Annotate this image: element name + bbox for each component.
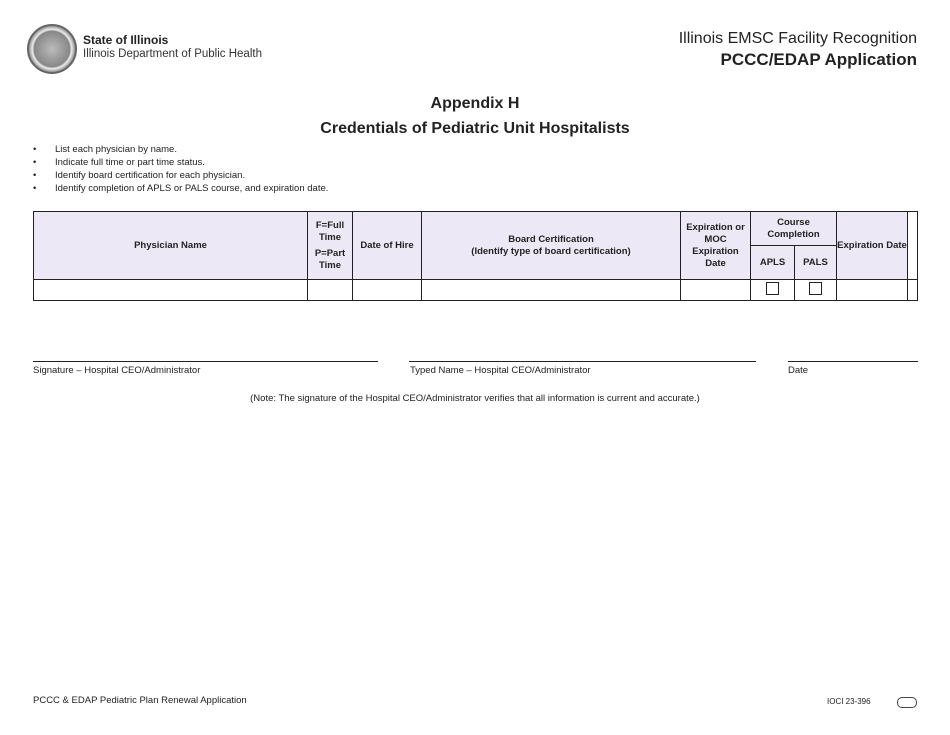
ft-pt-input[interactable] <box>308 280 353 301</box>
date-label: Date <box>788 365 809 376</box>
board-cert-sub: (Identify type of board certification) <box>471 245 631 257</box>
footer-title: PCCC & EDAP Pediatric Plan Renewal Application <box>33 695 247 706</box>
instructions-list <box>33 143 328 195</box>
application-name: PCCC/EDAP Application <box>720 50 917 69</box>
instruction-item: • Identify board certification for each physician. <box>33 169 328 182</box>
col-apls: APLS <box>751 246 795 280</box>
ft-label: F=Full Time <box>315 219 345 243</box>
col-expiration-date: Expiration Date <box>837 212 908 280</box>
typed-name-label: Typed Name – Hospital CEO/Administrator <box>410 365 591 376</box>
col-ft-pt <box>308 212 353 280</box>
form-code: IOCI 23-396 <box>827 697 871 706</box>
instruction-item: • Identify completion of APLS or PALS course, and expiration date. <box>33 182 328 195</box>
pt-label: P=Part Time <box>314 247 346 271</box>
instruction-item: • List each physician by name. <box>33 143 328 156</box>
spacer-cell <box>908 280 918 301</box>
signature-label: Signature – Hospital CEO/Administrator <box>33 365 201 376</box>
pals-checkbox[interactable] <box>809 282 822 295</box>
signature-line[interactable] <box>33 361 378 362</box>
physician-name-input[interactable] <box>34 280 308 301</box>
illinois-seal-logo <box>27 24 77 74</box>
date-of-hire-input[interactable] <box>353 280 422 301</box>
program-name: Illinois EMSC Facility Recognition <box>678 30 917 47</box>
physician-table <box>33 211 918 301</box>
instruction-item: • Indicate full time or part time status. <box>33 156 328 169</box>
col-moc-expiration: Expiration or MOC Expiration Date <box>681 212 751 280</box>
col-spacer <box>908 212 918 280</box>
appendix-title: Appendix H <box>430 95 520 112</box>
apls-checkbox[interactable] <box>766 282 779 295</box>
col-pals: PALS <box>795 246 837 280</box>
col-course-completion: Course Completion <box>751 212 837 246</box>
col-physician-name: Physician Name <box>34 212 308 280</box>
org-name: State of Illinois <box>83 33 169 47</box>
signature-note: (Note: The signature of the Hospital CEO/Administrator verifies that all information is current and accurate.) <box>250 393 700 404</box>
col-board-cert <box>422 212 681 280</box>
printer-logo-icon <box>897 697 917 708</box>
col-date-of-hire: Date of Hire <box>353 212 422 280</box>
date-line[interactable] <box>788 361 918 362</box>
typed-name-line[interactable] <box>409 361 756 362</box>
dept-name: Illinois Department of Public Health <box>83 48 262 60</box>
moc-expiration-input[interactable] <box>681 280 751 301</box>
board-cert-input[interactable] <box>422 280 681 301</box>
page-subtitle: Credentials of Pediatric Unit Hospitalists <box>320 120 630 137</box>
board-cert-label: Board Certification <box>508 233 594 245</box>
expiration-date-input[interactable] <box>837 280 908 301</box>
